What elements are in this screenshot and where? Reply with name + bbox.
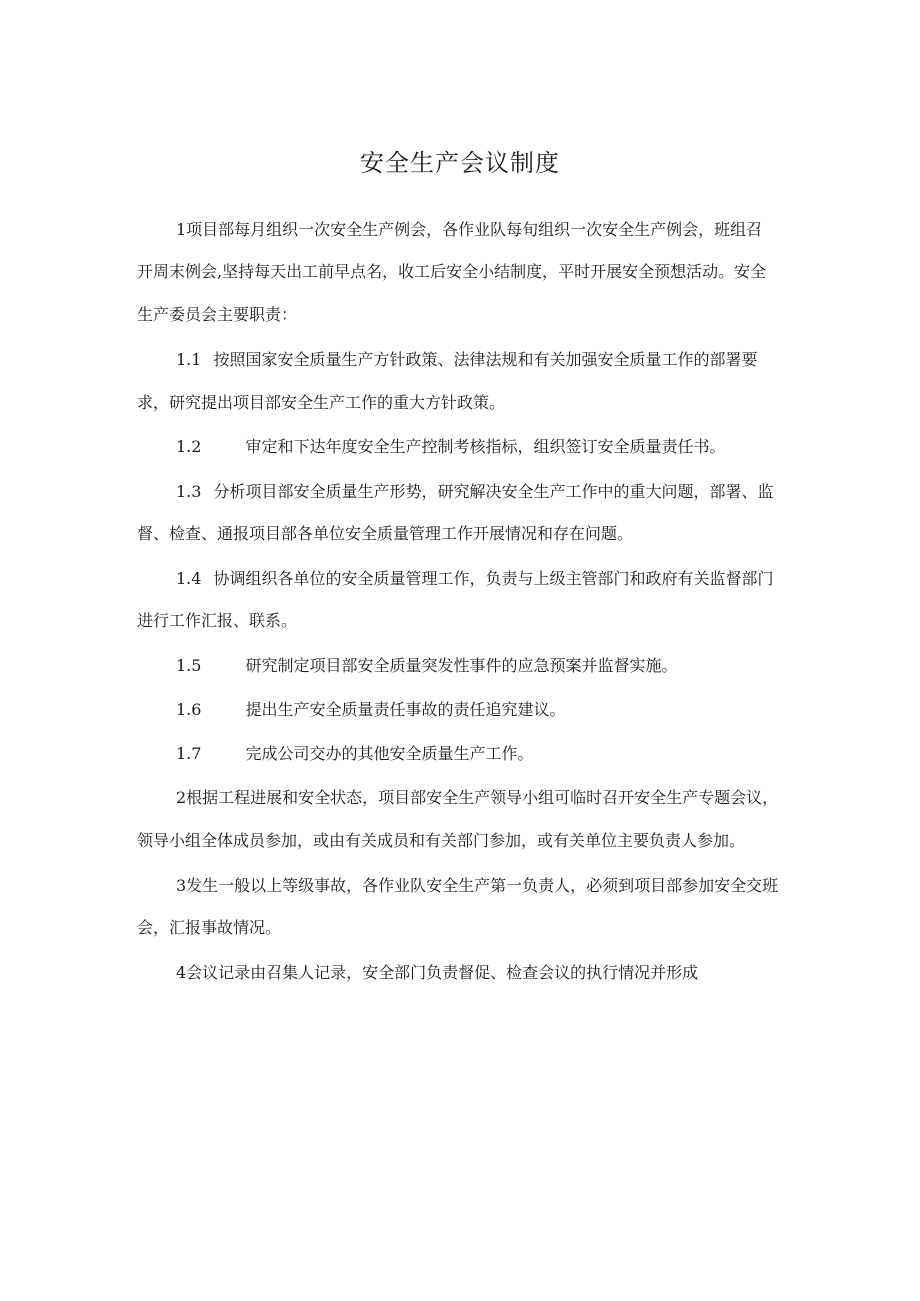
item-1-4-text: 协调组织各单位的安全质量管理工作，负责与上级主管部门和政府有关监督部门	[213, 569, 774, 588]
item-1-4-line-1	[176, 569, 773, 589]
item-1-1-text: 按照国家安全质量生产方针政策、法律法规和有关加强安全质量工作的部署要	[213, 350, 758, 369]
document-title: 安全生产会议制度	[360, 149, 560, 177]
item-1-6-text: 提出生产安全质量责任事故的责任追究建议。	[245, 700, 566, 719]
item-1-3-line-2: 督、检查、通报项目部各单位安全质量管理工作开展情况和存在问题。	[137, 524, 634, 543]
paragraph-1-line-2: 开周末例会,坚持每天出工前早点名，收工后安全小结制度，平时开展安全预想活动。安全	[137, 262, 767, 281]
item-1-7	[176, 744, 533, 764]
item-1-6-number: 1.6	[176, 700, 202, 719]
item-1-2-number: 1.2	[176, 437, 202, 456]
item-1-3-number: 1.3	[176, 482, 202, 501]
item-1-5	[176, 656, 677, 676]
item-1-1-line-1	[176, 350, 757, 370]
paragraph-1-line-3: 生产委员会主要职责：	[137, 305, 298, 324]
item-1-3-line-1	[176, 482, 773, 502]
item-1-2-text: 审定和下达年度安全生产控制考核指标，组织签订安全质量责任书。	[245, 437, 726, 456]
item-1-1-line-2: 求，研究提出项目部安全生产工作的重大方针政策。	[137, 393, 506, 412]
item-1-7-text: 完成公司交办的其他安全质量生产工作。	[245, 744, 534, 763]
paragraph-1-line-1: 1项目部每月组织一次安全生产例会，各作业队每旬组织一次安全生产例会，班组召	[176, 220, 763, 239]
paragraph-2-line-2: 领导小组全体成员参加，或由有关成员和有关部门参加，或有关单位主要负责人参加。	[137, 831, 746, 850]
paragraph-2-line-1: 2根据工程进展和安全状态，项目部安全生产领导小组可临时召开安全生产专题会议，	[176, 788, 779, 807]
item-1-1-number: 1.1	[176, 350, 202, 369]
item-1-4-number: 1.4	[176, 569, 202, 588]
item-1-7-number: 1.7	[176, 744, 202, 763]
item-1-2	[176, 437, 725, 457]
item-1-5-text: 研究制定项目部安全质量突发性事件的应急预案并监督实施。	[245, 656, 678, 675]
paragraph-3-line-2: 会，汇报事故情况。	[137, 918, 282, 937]
item-1-3-text: 分析项目部安全质量生产形势，研究解决安全生产工作中的重大问题，部署、监	[213, 482, 774, 501]
item-1-6	[176, 700, 565, 720]
paragraph-4-line-1: 4会议记录由召集人记录，安全部门负责督促、检查会议的执行情况并形成	[176, 963, 699, 982]
item-1-4-line-2: 进行工作汇报、联系。	[137, 611, 298, 630]
item-1-5-number: 1.5	[176, 656, 202, 675]
paragraph-3-line-1: 3发生一般以上等级事故，各作业队安全生产第一负责人，必须到项目部参加安全交班	[176, 876, 779, 895]
